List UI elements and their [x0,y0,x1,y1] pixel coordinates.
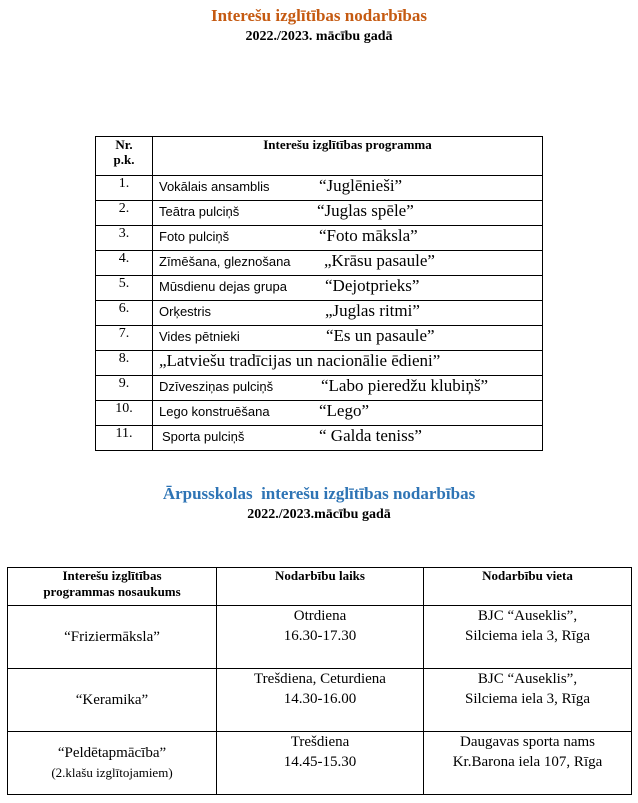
row-number: 11. [96,426,153,451]
program-name: “Keramika” [75,692,149,708]
time-day: Otrdiena [293,608,347,624]
program-cell [153,426,543,451]
page-title: Interešu izglītības nodarbības [210,6,427,25]
program-title: “Dejotprieks” [325,276,420,295]
program-title: “ Galda teniss” [319,426,422,445]
column-header-place: Nodarbību vieta [424,568,632,606]
program-name-cell [8,732,217,795]
program-name: “Friziermāksla” [64,629,160,645]
program-name: Vides pētnieki [159,329,240,344]
header-name-line2: programmas nosaukums [43,584,181,599]
program-name: “Peldētapmācība” [57,745,167,761]
time-cell [217,606,424,669]
table-row [96,276,543,301]
page-subtitle: 2022./2023. mācību gadā [245,29,393,44]
time-hours: 14.30-16.00 [283,691,357,707]
table-row [96,426,543,451]
table-row [96,301,543,326]
program-name: Zīmēšana, gleznošana [159,254,291,269]
program-cell [153,326,543,351]
program-title: “Lego” [319,401,370,420]
row-number: 7. [96,326,153,351]
program-title: „Latviešu tradīcijas un nacionālie ēdieni” [159,351,441,370]
place-address: Kr.Barona iela 107, Rīga [452,754,603,770]
table-row [96,251,543,276]
time-hours: 16.30-17.30 [283,628,357,644]
table-row [8,732,632,795]
program-note: (2.klašu izglītojamiem) [51,765,173,780]
program-title: „Juglas ritmi” [325,301,420,320]
program-cell [153,401,543,426]
place-name: BJC “Auseklis”, [477,671,578,687]
program-name: Foto pulciņš [159,229,230,244]
program-name-cell [8,669,217,732]
column-header-program: Interešu izglītības programma [153,137,543,176]
program-title: “Labo pieredžu klubiņš” [321,376,489,395]
header-pk-label: p.k. [113,152,135,167]
table-row [96,326,543,351]
program-title: “Foto māksla” [319,226,418,245]
program-cell [153,376,543,401]
program-name: Teātra pulciņš [159,204,240,219]
place-cell [424,606,632,669]
row-number: 6. [96,301,153,326]
header-nr-label: Nr. [115,137,133,152]
external-activities-table [7,567,632,795]
table-row [96,176,543,201]
program-title: „Krāsu pasaule” [324,251,435,270]
program-name: Orķestris [159,304,211,319]
table-header-row [8,568,632,606]
program-cell [153,176,543,201]
program-cell [153,251,543,276]
column-header-name [8,568,217,606]
section-title: Ārpusskolas interešu izglītības nodarbības [162,484,476,503]
program-name: Lego konstruēšana [159,404,270,419]
place-address: Silciema iela 3, Rīga [465,628,590,644]
program-cell [153,201,543,226]
row-number: 4. [96,251,153,276]
section-subtitle: 2022./2023.mācību gadā [247,507,391,522]
row-number: 1. [96,176,153,201]
time-cell [217,669,424,732]
table-row [96,226,543,251]
time-day: Trešdiena [290,734,350,750]
row-number: 10. [96,401,153,426]
row-number: 2. [96,201,153,226]
time-day: Trešdiena, Ceturdiena [254,671,386,687]
program-cell [153,301,543,326]
table-row [96,401,543,426]
header-name-line1: Interešu izglītības [62,568,162,583]
row-number: 5. [96,276,153,301]
program-name: Vokālais ansamblis [159,179,270,194]
row-number: 3. [96,226,153,251]
place-cell [424,669,632,732]
column-header-nr [96,137,153,176]
table-row [96,376,543,401]
program-cell [153,276,543,301]
program-title: “Es un pasaule” [326,326,435,345]
place-cell [424,732,632,795]
program-name: Dzīvesziņas pulciņš [159,379,274,394]
time-cell [217,732,424,795]
table-row [8,606,632,669]
place-address: Silciema iela 3, Rīga [465,691,590,707]
program-name: Mūsdienu dejas grupa [159,279,287,294]
row-number: 9. [96,376,153,401]
program-cell [153,351,543,376]
program-title: “Juglēnieši” [319,176,403,195]
program-name-cell [8,606,217,669]
program-title: “Juglas spēle” [317,201,414,220]
table-header-row [96,137,543,176]
column-header-time: Nodarbību laiks [217,568,424,606]
program-name: Sporta pulciņš [162,429,245,444]
activities-table [95,136,543,451]
row-number: 8. [96,351,153,376]
place-name: BJC “Auseklis”, [477,608,578,624]
program-cell [153,226,543,251]
time-hours: 14.45-15.30 [283,754,357,770]
table-row [96,201,543,226]
table-row [96,351,543,376]
table-row [8,669,632,732]
place-name: Daugavas sporta nams [460,734,595,750]
